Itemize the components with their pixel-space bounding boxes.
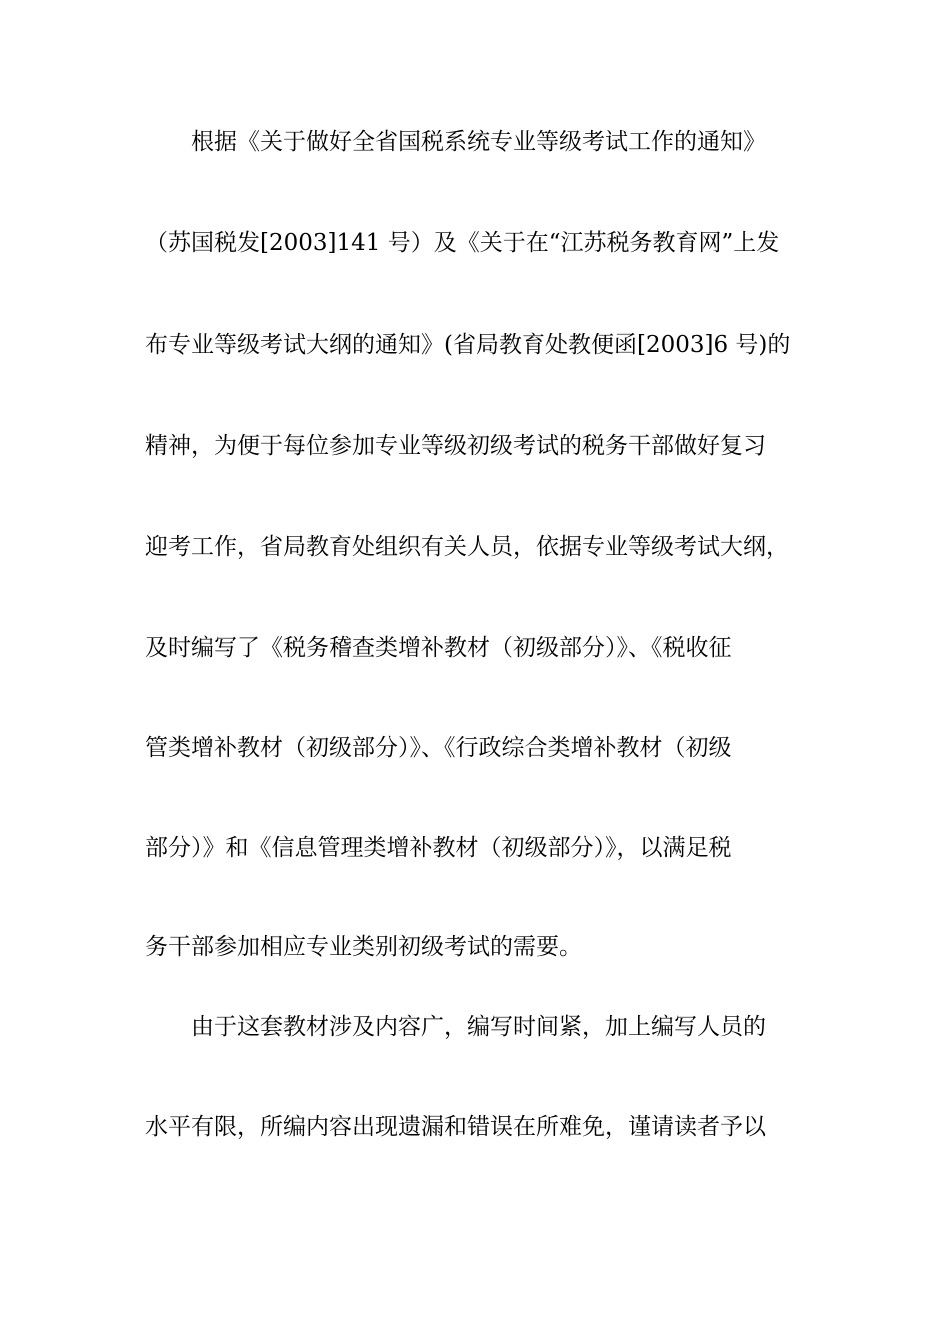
paragraph-2-line-2: 水平有限，所编内容出现遗漏和错误在所难免，谨请读者予以 <box>145 1114 766 1140</box>
paragraph-1-line-3: 布专业等级考试大纲的通知》(省局教育处教便函[2003]6 号)的 <box>145 332 791 358</box>
paragraph-1-line-6: 及时编写了《税务稽查类增补教材（初级部分）》、《税收征 <box>145 635 732 661</box>
paragraph-2-line-1: 由于这套教材涉及内容广，编写时间紧，加上编写人员的 <box>191 1014 766 1040</box>
paragraph-1-line-9: 务干部参加相应专业类别初级考试的需要。 <box>145 934 582 960</box>
paragraph-1-line-2: （苏国税发[2003]141 号）及《关于在“江苏税务教育网”上发 <box>145 230 780 256</box>
paragraph-1-line-7: 管类增补教材（初级部分）》、《行政综合类增补教材（初级 <box>145 735 732 761</box>
paragraph-1-line-5: 迎考工作，省局教育处组织有关人员，依据专业等级考试大纲， <box>145 534 789 560</box>
paragraph-1-line-8: 部分）》和《信息管理类增补教材（初级部分）》，以满足税 <box>145 835 732 861</box>
paragraph-1-line-4: 精神，为便于每位参加专业等级初级考试的税务干部做好复习 <box>145 433 766 459</box>
paragraph-1-line-1: 根据《关于做好全省国税系统专业等级考试工作的通知》 <box>191 129 766 155</box>
